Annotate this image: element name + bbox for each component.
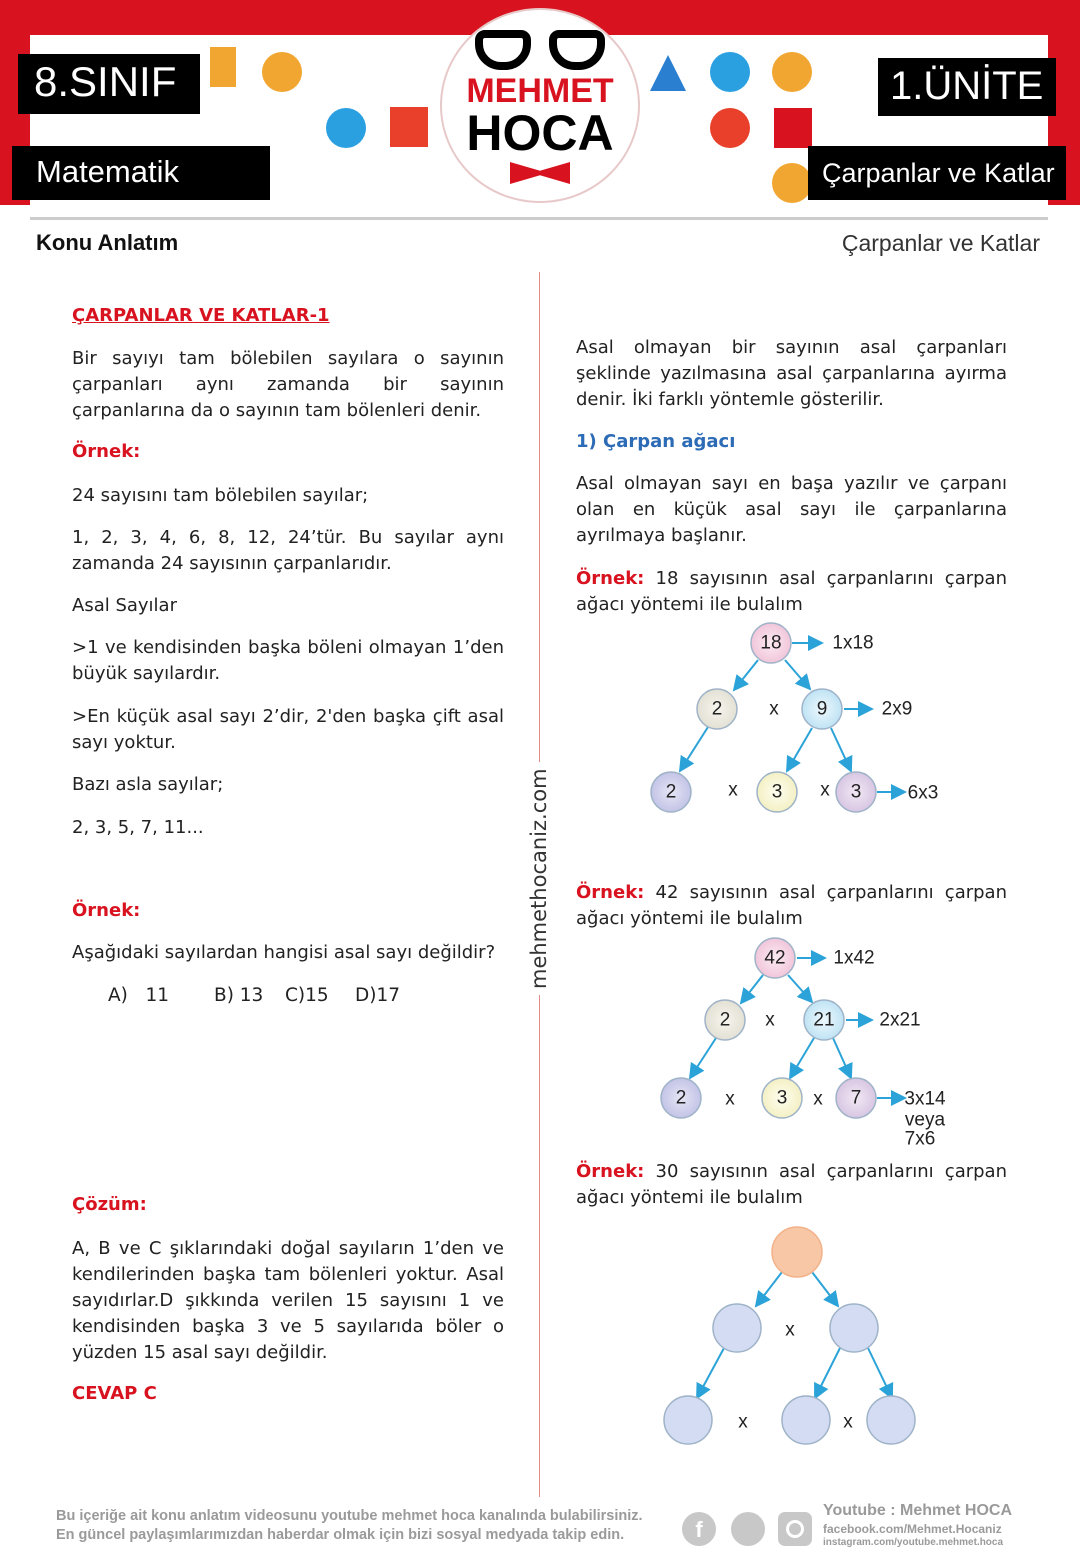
times-sign: x [820, 779, 830, 801]
product-label: 7x6 [904, 1128, 936, 1150]
instagram-icon[interactable] [778, 1512, 812, 1546]
paragraph: 1, 2, 3, 4, 6, 8, 12, 24’tür. Bu sayılar aynı zamanda 24 sayısının çarpanlarıdır. [72, 527, 504, 574]
product-label: 2x9 [881, 698, 913, 720]
node-label: 21 [813, 1009, 835, 1031]
footer-text [56, 1507, 643, 1545]
node-label: 3 [771, 781, 783, 803]
paragraph: Bazı asla sayılar; [72, 774, 224, 795]
paragraph: Asal olmayan bir sayının asal çarpanları şeklinde yazılmasına asal çarpanlarına ayırma denir. İki farklı yöntemle gösterilir. [576, 337, 1007, 410]
paragraph: 24 sayısını tam bölebilen sayılar; [72, 485, 369, 506]
paragraph: >1 ve kendisinden başka böleni olmayan 1’den büyük sayılardır. [72, 637, 504, 684]
example-text: 42 sayısının asal çarpanlarını çarpan ağacı yöntemi ile bulalım [576, 882, 1007, 929]
footer-line-1: Bu içeriğe ait konu anlatım videosunu youtube mehmet hoca kanalında bulabilirsiniz. [56, 1508, 643, 1524]
tree-node [664, 1396, 712, 1444]
question-text: Aşağıdaki sayılardan hangisi asal sayı değildir? [72, 942, 496, 963]
section-title-right: Çarpanlar ve Katlar [841, 230, 1040, 256]
paragraph: 2, 3, 5, 7, 11... [72, 817, 204, 838]
paragraph: >En küçük asal sayı 2’dir, 2'den başka çift asal sayı yoktur. [72, 706, 504, 753]
times-sign: x [813, 1088, 823, 1110]
answer-label: CEVAP C [72, 1383, 157, 1404]
node-label: 42 [764, 947, 786, 969]
facebook-link[interactable]: facebook.com/Mehmet.Hocaniz [823, 1522, 1002, 1536]
option-a: A) 11 [108, 985, 170, 1006]
example-label: Örnek: [576, 1161, 645, 1182]
instagram-link[interactable]: instagram.com/youtube.mehmet.hoca [823, 1537, 1004, 1548]
grade-label: 8.SINIF [18, 54, 200, 114]
watermark: mehmethocaniz.com [527, 762, 551, 995]
times-sign: x [728, 779, 738, 801]
tree-node [713, 1304, 761, 1352]
tree-node [782, 1396, 830, 1444]
times-sign: x [725, 1088, 735, 1110]
node-label: 2 [711, 698, 723, 720]
method-heading: 1) Çarpan ağacı [576, 431, 736, 452]
option-c: C)15 [285, 985, 329, 1006]
product-label: 6x3 [907, 782, 939, 804]
node-label: 9 [816, 698, 828, 720]
solution-text: A, B ve C şıklarındaki doğal sayıların 1’den ve kendilerinden başka tam bölenleri yoktur. Asal sayıdırlar.D şıkkında verilen 15 sayısını 1 ve kendisinden başka 3 ve 5 sayılarıda böler o yüzden 15 asal sayı değildir. [72, 1238, 504, 1363]
tree-node [867, 1396, 915, 1444]
product-label: 1x18 [832, 632, 874, 654]
node-label: 2 [675, 1087, 687, 1109]
times-sign: x [785, 1319, 795, 1341]
definition-text: Bir sayıyı tam bölebilen sayılara o sayının çarpanları aynı zamanda bir sayının çarpanlarına da o sayının tam bölenleri denir. [72, 348, 504, 421]
logo-text-2: HOCA [466, 105, 614, 161]
node-label: 2 [719, 1009, 731, 1031]
example-label: Örnek: [576, 568, 645, 589]
times-sign: x [738, 1411, 748, 1433]
product-label: 1x42 [833, 947, 875, 969]
subheading: Asal Sayılar [72, 595, 177, 616]
node-label: 3 [776, 1087, 788, 1109]
page-heading: ÇARPANLAR VE KATLAR-1 [72, 305, 330, 326]
times-sign: x [769, 698, 779, 720]
times-sign: x [843, 1411, 853, 1433]
youtube-icon[interactable] [731, 1512, 765, 1546]
paragraph: Asal olmayan sayı en başa yazılır ve çarpanı olan en küçük asal sayı ile çarpanlarına ayrılmaya başlanır. [576, 473, 1007, 546]
times-sign: x [765, 1009, 775, 1031]
example-label: Örnek: [576, 882, 645, 903]
tree-node [830, 1304, 878, 1352]
node-label: 2 [665, 781, 677, 803]
option-b: B) 13 [214, 985, 264, 1006]
example-text: 18 sayısının asal çarpanlarını çarpan ağacı yöntemi ile bulalım [576, 568, 1007, 615]
example-label: Örnek: [72, 900, 141, 921]
example-label: Örnek: [72, 441, 141, 462]
tree-node [772, 1227, 822, 1277]
subject-label: Matematik [12, 146, 270, 200]
section-title: Konu Anlatım [36, 230, 179, 255]
product-label: 3x14 [904, 1088, 946, 1110]
solution-label: Çözüm: [72, 1194, 147, 1215]
topic-label: Çarpanlar ve Katlar [808, 146, 1066, 200]
facebook-icon[interactable]: f [682, 1512, 716, 1546]
youtube-link[interactable]: Youtube : Mehmet HOCA [823, 1502, 1013, 1519]
example-text: 30 sayısının asal çarpanlarını çarpan ağacı yöntemi ile bulalım [576, 1161, 1007, 1208]
footer-line-2: En güncel paylaşımlarımızdan haberdar olmak için bizi sosyal medyada takip edin. [56, 1527, 625, 1543]
node-label: 3 [850, 781, 862, 803]
product-label: 2x21 [879, 1009, 921, 1031]
node-label: 18 [760, 632, 782, 654]
logo-text-1: MEHMET [466, 72, 614, 110]
product-label: veya [904, 1109, 946, 1131]
node-label: 7 [850, 1087, 862, 1109]
unit-label: 1.ÜNİTE [878, 58, 1056, 116]
option-d: D)17 [355, 985, 401, 1006]
